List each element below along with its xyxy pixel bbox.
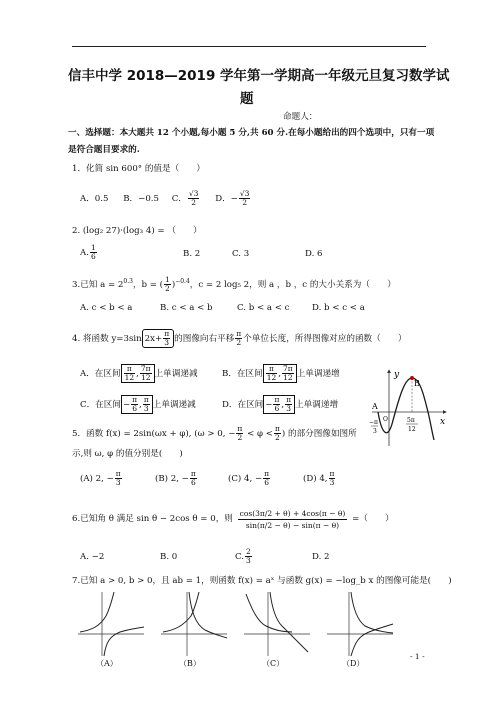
question-4: 4. 将函数 y=3sin 2x+ $\frac{\pi}{3}$ 的图像向右平移 $\frac{\pi}{2}$ 个单位长度，所得图像对应的函数（ ） (72, 329, 407, 347)
q2-a-fraction: $\frac{1}{6}$ (90, 243, 96, 261)
question-5: 5．函数 f(x) = 2sin(ωx + φ), (ω > 0, − $\frac{\pi}{2}$ < φ < $\frac{\pi}{2}$ ) 的部分图像如图所 (72, 424, 357, 442)
q4-option-b: B．在区间 $\frac{\pi}{12}$ , $\frac{7\pi}{12}$ 上单调递增 (222, 364, 340, 382)
sine-curve (378, 378, 434, 440)
q3-options (80, 303, 420, 314)
q1-option-a: A．0.5 (80, 194, 109, 204)
q7-graph-c (242, 590, 312, 658)
q1-c-fraction: $\frac{√3}{2}$ (188, 189, 199, 207)
author-label: 命题人： (283, 112, 318, 122)
q5-option-c: (C) 4, − $\frac{\pi}{6}$ (228, 469, 270, 487)
q5-options (80, 470, 360, 487)
q2-option-b: B. 2 (183, 249, 201, 259)
graph-point-A: A (372, 402, 378, 411)
q7-graphs (76, 590, 396, 670)
q7-label-d: （D） (342, 659, 365, 668)
graph-y-label: y (394, 370, 400, 380)
q6-denominator: sin(π/2 − θ) − sin(π − θ) (245, 521, 340, 530)
q7-label-b: （B） (179, 659, 201, 668)
question-1: 1．化简 sin 600° 的值是（ ） (72, 164, 205, 174)
q6-option-c: C. $\frac{2}{3}$ (235, 547, 251, 565)
q1-option-d: D．− (215, 194, 238, 204)
q2-option-d: D. 6 (305, 249, 323, 259)
q5-option-b: (B) 2, − $\frac{\pi}{6}$ (155, 469, 196, 487)
q4-option-c: C．在区间 − $\frac{\pi}{6}$ , $\frac{\pi}{3}$ 上单调递减 (80, 395, 196, 413)
q6-option-b: B. 0 (160, 552, 178, 562)
q3-option-d: D. b < c < a (312, 303, 365, 313)
q6-option-a: A. −2 (80, 552, 105, 562)
section-heading-cont: 是符合题目要求的. (68, 145, 140, 155)
page-title-cont: 题 (240, 91, 254, 107)
q1-options (80, 190, 251, 207)
graph-tick-right-den: 12 (408, 426, 416, 433)
graph-x-label: x (440, 417, 446, 427)
q5-option-d: (D) 4, $\frac{\pi}{3}$ (303, 469, 335, 487)
q6-numerator: cos(3π/2 + θ) + 4cos(π − θ) (239, 509, 346, 518)
q3-option-a: A. c < b < a (80, 303, 133, 313)
top-rule (72, 46, 426, 47)
q5-graph (368, 366, 450, 448)
q7-graph-d (325, 590, 395, 658)
q4-option-d: D．在区间 − $\frac{\pi}{6}$ , $\frac{\pi}{3}$ 上单调递增 (222, 395, 339, 413)
q1-option-b: B．−0.5 (123, 194, 159, 204)
q2-options (80, 244, 410, 261)
graph-tick-left-den: 3 (373, 428, 377, 435)
graph-tick-right: 5π (407, 417, 415, 424)
question-6: 6.已知角 θ 满足 sin θ − 2cos θ = 0，则 $\frac{\cos(3\pi/2 + \theta) + 4\cos(\pi - \theta)}{\sin(\pi/2 - \theta) - \sin(\pi - \theta)}$ =（ ） (72, 509, 394, 530)
q2-option-a: A. (80, 248, 89, 258)
graph-point-B: B (414, 379, 420, 388)
question-3: 3.已知 $a = 2^{0.3}$，b = ( $\frac{1}{2}$ )$^{-0.4}$，c = 2 log₅ 2，则 a ，b ，c 的大小关系为（ ） (72, 275, 396, 293)
page-number: - 1 - (410, 652, 425, 661)
section-heading: 一、选择题：本大题共 12 个小题,每小题 5 分,共 60 分.在每小题给出的四个选项中，只有一项 (68, 128, 435, 138)
q2-option-c: C. 3 (232, 249, 250, 259)
graph-tick-left: −π (369, 419, 378, 426)
graph-origin: O (383, 416, 388, 423)
q3-option-c: C. b < a < c (237, 303, 290, 313)
q6-option-d: D. 2 (312, 552, 330, 562)
q1-d-fraction: $\frac{√3}{2}$ (239, 189, 250, 207)
page-title: 信丰中学 2018—2019 学年第一学期高一年级元旦复习数学试 (68, 68, 450, 84)
q1-option-c: C． (171, 194, 187, 204)
q7-graph-a (76, 590, 146, 658)
q7-graph-b (159, 590, 229, 658)
q7-label-c: （C） (262, 659, 285, 668)
q3-fraction: $\frac{1}{2}$ (165, 275, 170, 293)
question-2: 2. (log₂ 27)·(log₃ 4) = （ ） (72, 226, 202, 236)
q4-option-a: A．在区间 $\frac{\pi}{12}$ , $\frac{7\pi}{12}$ 上单调递减 (80, 364, 198, 382)
q5-option-a: (A) 2, − $\frac{\pi}{3}$ (80, 469, 121, 487)
q3-option-b: B. c < a < b (160, 303, 213, 313)
question-7: 7.已知 a > 0, b > 0，且 ab = 1，则函数 f(x) = aˣ 与函数 g(x) = −log_b x 的图像可能是( ) (72, 576, 452, 586)
question-5-cont: 示,则 ω, φ 的值分别是( ) (72, 449, 183, 459)
q7-label-a: （A） (96, 659, 118, 668)
